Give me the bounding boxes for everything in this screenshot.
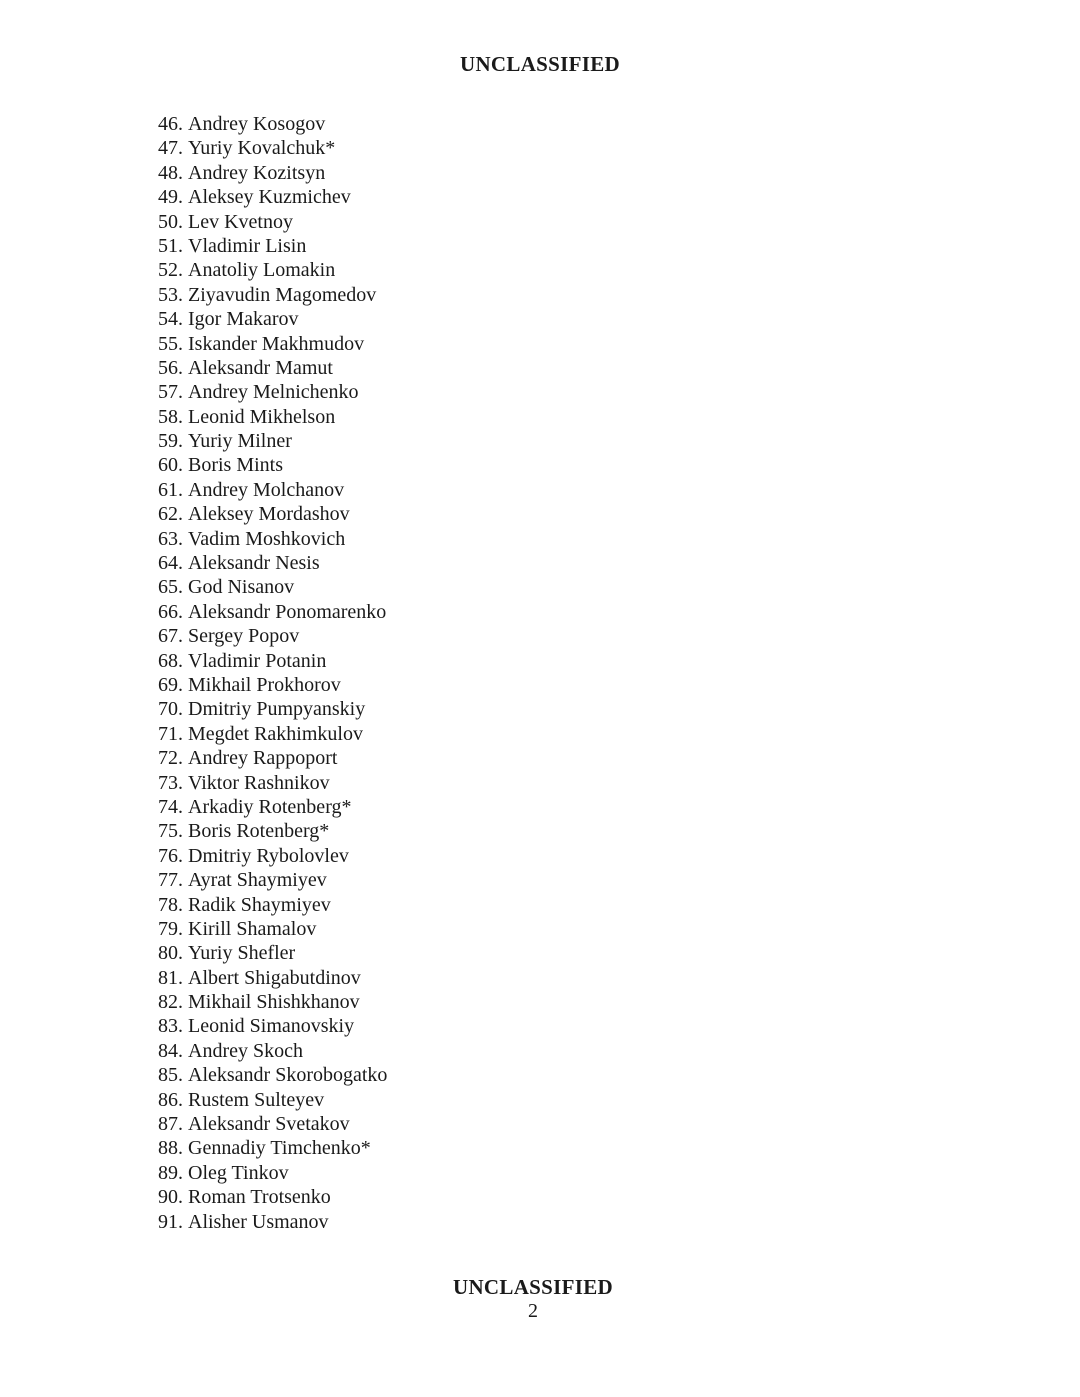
list-item-name: Vladimir Potanin xyxy=(188,649,327,672)
list-item-number: 76. xyxy=(158,844,183,867)
list-item-number: 85. xyxy=(158,1064,183,1087)
list-item-number: 89. xyxy=(158,1161,183,1184)
list-item-name: Kirill Shamalov xyxy=(188,917,317,940)
list-item-name: Mikhail Shishkhanov xyxy=(188,991,360,1014)
list-item-name: Dmitriy Pumpyanskiy xyxy=(188,698,366,721)
list-item-number: 48. xyxy=(158,161,183,184)
list-item-number: 54. xyxy=(158,308,183,331)
list-item-name: Ayrat Shaymiyev xyxy=(188,869,327,892)
list-item-name: Aleksandr Nesis xyxy=(188,552,320,575)
list-item-name: Albert Shigabutdinov xyxy=(188,966,361,989)
list-item-name: Ziyavudin Magomedov xyxy=(188,283,377,306)
list-item-name: Aleksey Mordashov xyxy=(188,503,350,526)
list-item-number: 55. xyxy=(158,332,183,355)
list-item-number: 62. xyxy=(158,503,183,526)
list-item-name: Igor Makarov xyxy=(188,308,299,331)
list-item-name: Gennadiy Timchenko* xyxy=(188,1137,371,1160)
list-item-name: Iskander Makhmudov xyxy=(188,332,365,355)
list-item-name: Andrey Kosogov xyxy=(188,113,326,135)
list-item-number: 84. xyxy=(158,1039,183,1062)
list-item-name: Yuriy Kovalchuk* xyxy=(188,137,336,160)
list-item-number: 46. xyxy=(158,113,183,135)
list-item-number: 79. xyxy=(158,917,183,940)
list-item-name: Boris Rotenberg* xyxy=(188,820,330,843)
list-item-number: 78. xyxy=(158,893,183,916)
list-item-name: Alisher Usmanov xyxy=(188,1210,329,1233)
list-item-name: Rustem Sulteyev xyxy=(188,1088,325,1111)
list-item-name: Vladimir Lisin xyxy=(188,234,307,257)
list-item-name: Lev Kvetnoy xyxy=(188,210,293,233)
list-item-name: Andrey Kozitsyn xyxy=(188,161,326,184)
list-item-number: 88. xyxy=(158,1137,183,1160)
footer-classification: UNCLASSIFIED xyxy=(453,1275,613,1299)
list-item-name: Dmitriy Rybolovlev xyxy=(188,844,349,867)
list-item-name: Mikhail Prokhorov xyxy=(188,673,341,696)
list-item-name: Viktor Rashnikov xyxy=(188,771,330,794)
list-item-name: Leonid Simanovskiy xyxy=(188,1015,355,1038)
list-item-number: 91. xyxy=(158,1210,183,1233)
list-item-number: 67. xyxy=(158,625,183,648)
list-item-number: 75. xyxy=(158,820,183,843)
list-item-name: Aleksandr Ponomarenko xyxy=(188,600,387,623)
list-item-number: 71. xyxy=(158,722,183,745)
list-item-number: 53. xyxy=(158,283,183,306)
list-item-number: 90. xyxy=(158,1186,183,1209)
list-item-number: 73. xyxy=(158,771,183,794)
list-item-number: 58. xyxy=(158,405,183,428)
list-item-number: 51. xyxy=(158,234,183,257)
list-item-name: God Nisanov xyxy=(188,576,295,599)
list-item-name: Aleksandr Mamut xyxy=(188,356,333,379)
list-item-name: Vadim Moshkovich xyxy=(188,527,346,550)
list-item-number: 52. xyxy=(158,259,183,282)
page-number: 2 xyxy=(528,1300,538,1322)
list-item-number: 69. xyxy=(158,673,183,696)
list-item-name: Andrey Molchanov xyxy=(188,478,345,501)
list-item-name: Radik Shaymiyev xyxy=(188,893,331,916)
list-item-name: Aleksandr Skorobogatko xyxy=(188,1064,388,1087)
list-item-number: 47. xyxy=(158,137,183,160)
list-item-number: 82. xyxy=(158,991,183,1014)
list-item-name: Yuriy Shefler xyxy=(188,942,296,965)
list-item-number: 77. xyxy=(158,869,183,892)
list-item-name: Yuriy Milner xyxy=(188,430,292,453)
list-item-number: 65. xyxy=(158,576,183,599)
list-item-number: 87. xyxy=(158,1113,183,1136)
list-item-number: 64. xyxy=(158,552,183,575)
list-item-name: Andrey Melnichenko xyxy=(188,381,359,404)
list-item-number: 86. xyxy=(158,1088,183,1111)
list-item-number: 74. xyxy=(158,795,183,818)
list-item-number: 59. xyxy=(158,430,183,453)
list-item-number: 50. xyxy=(158,210,183,233)
list-item-number: 80. xyxy=(158,942,183,965)
list-item-name: Aleksey Kuzmichev xyxy=(188,186,351,209)
list-item-number: 70. xyxy=(158,698,183,721)
list-item-number: 61. xyxy=(158,478,183,501)
list-item-number: 81. xyxy=(158,966,183,989)
list-item-name: Arkadiy Rotenberg* xyxy=(188,795,352,818)
header-classification: UNCLASSIFIED xyxy=(460,52,620,76)
list-item-number: 56. xyxy=(158,356,183,379)
list-item-name: Aleksandr Svetakov xyxy=(188,1113,350,1136)
list-item-number: 49. xyxy=(158,186,183,209)
list-item-number: 68. xyxy=(158,649,183,672)
list-item-name: Roman Trotsenko xyxy=(188,1186,331,1209)
list-item-name: Boris Mints xyxy=(188,454,284,477)
list-item-name: Andrey Skoch xyxy=(188,1039,303,1062)
list-item-name: Andrey Rappoport xyxy=(188,747,338,770)
list-item-name: Megdet Rakhimkulov xyxy=(188,722,363,745)
list-item-number: 63. xyxy=(158,527,183,550)
list-item-name: Oleg Tinkov xyxy=(188,1161,289,1184)
list-item-number: 57. xyxy=(158,381,183,404)
list-item-number: 60. xyxy=(158,454,183,477)
list-item-number: 72. xyxy=(158,747,183,770)
list-item-name: Anatoliy Lomakin xyxy=(188,259,336,282)
list-item-name: Leonid Mikhelson xyxy=(188,405,336,428)
list-item-number: 83. xyxy=(158,1015,183,1038)
list-item-name: Sergey Popov xyxy=(188,625,300,648)
list-item-number: 66. xyxy=(158,600,183,623)
